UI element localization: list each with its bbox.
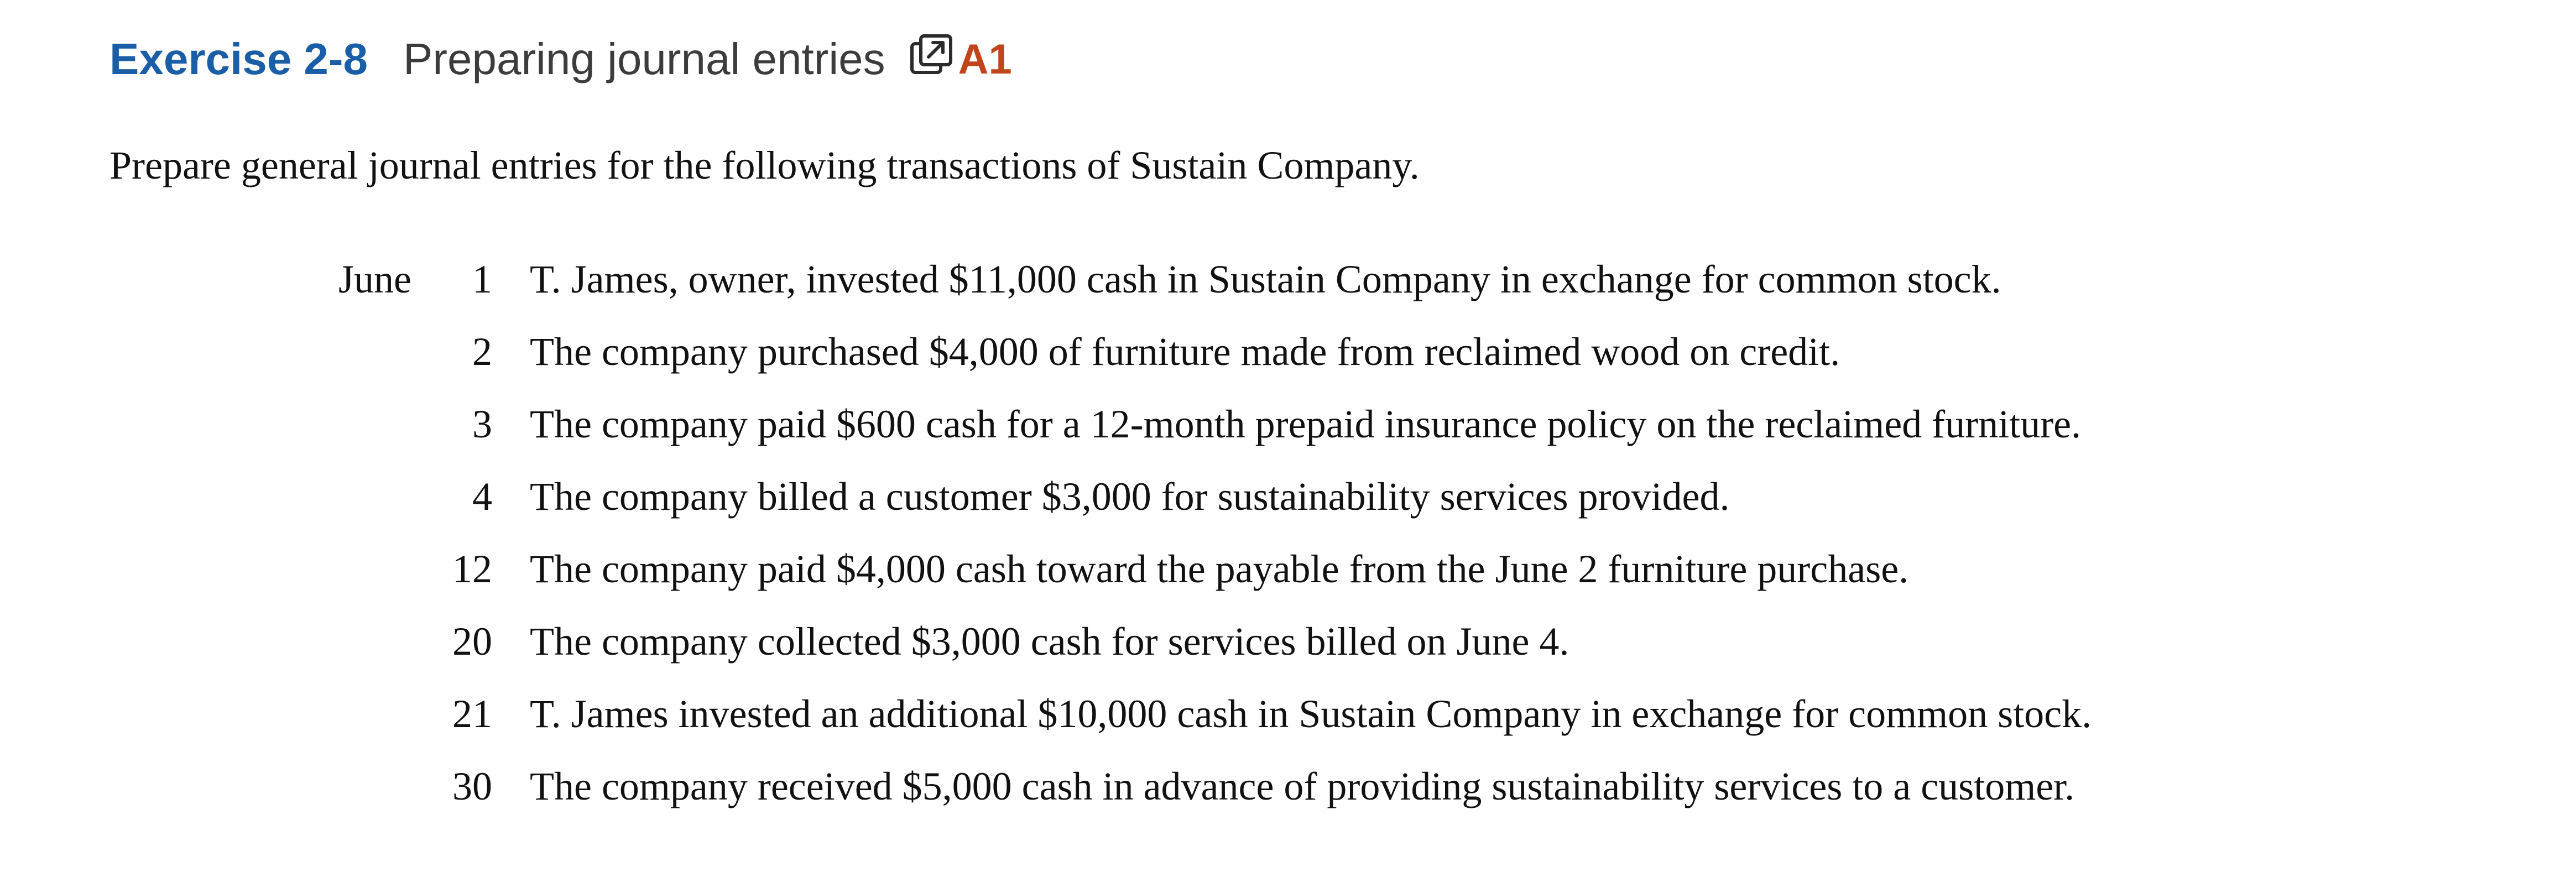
- transaction-row: [0, 257, 2576, 329]
- transaction-row: [0, 764, 2576, 836]
- transaction-description: The company paid $600 cash for a 12-month prepaid insurance policy on the reclaimed furniture.: [530, 402, 2082, 446]
- instructions-text: Prepare general journal entries for the following transactions of Sustain Company.: [109, 143, 1420, 187]
- transaction-row: [0, 329, 2576, 401]
- transaction-description: The company purchased $4,000 of furniture made from reclaimed wood on credit.: [530, 330, 1840, 374]
- transaction-day: 12: [452, 547, 492, 591]
- transaction-description: The company paid $4,000 cash toward the payable from the June 2 furniture purchase.: [530, 547, 1909, 591]
- transaction-description: T. James, owner, invested $11,000 cash in Sustain Company in exchange for common stock.: [530, 257, 2001, 301]
- transaction-day: 2: [472, 330, 492, 374]
- transaction-row: [0, 691, 2576, 764]
- transaction-description: The company collected $3,000 cash for services billed on June 4.: [530, 619, 1569, 664]
- transaction-day: 21: [452, 692, 492, 736]
- transaction-month: June: [338, 257, 411, 301]
- transaction-day: 30: [452, 764, 492, 808]
- transaction-day: 3: [472, 402, 492, 446]
- transactions-list: [0, 257, 2576, 836]
- transaction-description: The company billed a customer $3,000 for sustainability services provided.: [530, 474, 1730, 519]
- transaction-row: [0, 401, 2576, 474]
- transaction-description: T. James invested an additional $10,000 cash in Sustain Company in exchange for common stock.: [530, 692, 2092, 736]
- transaction-day: 1: [472, 257, 492, 301]
- transaction-row: [0, 619, 2576, 691]
- transaction-row: [0, 546, 2576, 619]
- transaction-day: 20: [452, 619, 492, 664]
- transaction-description: The company received $5,000 cash in advance of providing sustainability services to a customer.: [530, 764, 2075, 808]
- transaction-row: [0, 474, 2576, 546]
- exercise-header: [109, 29, 1012, 90]
- exercise-title: Preparing journal entries: [403, 34, 885, 83]
- transaction-day: 4: [472, 474, 492, 519]
- external-link-icon[interactable]: [910, 34, 954, 78]
- learning-objective-tag[interactable]: A1: [958, 35, 1012, 83]
- exercise-number: Exercise 2-8: [109, 34, 368, 83]
